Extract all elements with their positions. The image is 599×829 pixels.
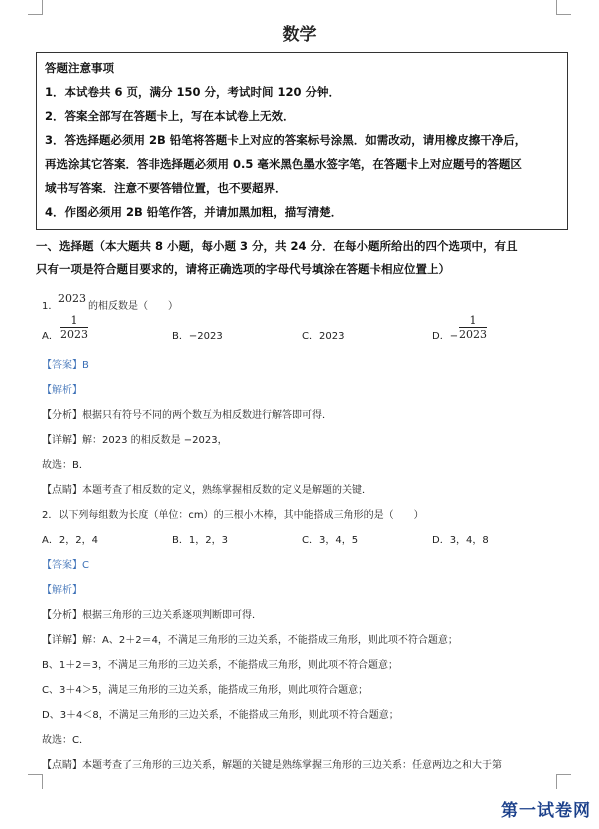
q1-option-a-label: A． [42,331,59,342]
q1-option-b: B．−2023 [172,331,223,342]
notice-line-3c: 域书写答案．注意不要答错位置，也不要超界． [45,181,287,195]
q1-answer [42,356,89,371]
q2-line-d: D、3＋4＜8，不满足三角形的三边关系，不能搭成三角形，则此项不符合题意； [42,710,399,721]
q1-answer-text: 【答案】B [42,360,89,371]
q2-line-b: B、1＋2＝3，不满足三角形的三边关系，不能搭成三角形，则此项不符合题意； [42,660,398,671]
section-heading-line-1: 一、选择题（本大题共 8 小题，每小题 3 分，共 24 分．在每小题所给出的四个选项中，有且 [36,239,518,253]
q2-choose: 故选：C． [42,735,89,746]
q1-analysis-label: 【解析】 [42,385,82,396]
q2-option-c: C．3，4，5 [302,535,359,546]
q2-option-b: B．1，2，3 [172,535,228,546]
q2-option-d: D．3，4，8 [432,535,489,546]
crop-mark-bottom-right [556,774,571,789]
notice-heading: 答题注意事项 [45,61,114,75]
footer-watermark: 第一试卷网 [501,801,591,821]
q1-option-d-fraction [459,314,487,341]
q1-stem-text: 的相反数是（ ） [88,301,178,312]
q1-choose: 故选：B． [42,460,89,471]
notice-line-4: 4．作图必须用 2B 铅笔作答，并请加黑加粗，描写清楚． [45,205,343,219]
crop-mark-top-left [28,0,43,15]
q2-option-a: A．2，2，4 [42,535,98,546]
q1-option-a-numerator: 1 [60,314,88,328]
q2-analysis-label: 【解析】 [42,585,82,596]
q1-option-c: C．2023 [302,331,345,342]
crop-mark-top-right [556,0,571,15]
notice-line-2: 2．答案全部写在答题卡上，写在本试卷上无效． [45,109,295,123]
notice-line-3a: 3．答选择题必须用 2B 铅笔将答题卡上对应的答案标号涂黑．如需改动，请用橡皮擦干净后， [45,133,527,147]
page-title: 数学 [282,25,317,45]
notice-line-1: 1．本试卷共 6 页，满分 150 分，考试时间 120 分钟． [45,85,341,99]
crop-mark-bottom-left [28,774,43,789]
q1-option-a-denominator: 2023 [60,328,88,341]
section-heading-line-2: 只有一项是符合题目要求的，请将正确选项的字母代号填涂在答题卡相应位置上） [36,262,450,276]
q1-fenxi: 【分析】根据只有符号不同的两个数互为相反数进行解答即可得． [42,410,332,421]
q1-option-d-label: D．− [432,331,459,342]
q2-comment: 【点睛】本题考查了三角形的三边关系，解题的关键是熟练掌握三角形的三边关系：任意两边之和大于第 [42,760,502,771]
q1-number: 1． [42,301,59,312]
q2-stem: 2．以下列每组数为长度（单位：cm）的三根小木棒，其中能搭成三角形的是（ ） [42,510,424,521]
q2-detail: 【详解】解：A、2＋2＝4，不满足三角形的三边关系，不能搭成三角形，则此项不符合题意； [42,635,458,646]
q1-detail: 【详解】解：2023 的相反数是 −2023， [42,435,228,446]
q2-fenxi: 【分析】根据三角形的三边关系逐项判断即可得． [42,610,262,621]
q1-option-a-fraction [60,314,88,341]
q1-option-d-denominator: 2023 [459,328,487,341]
notice-line-3b: 再选涂其它答案．答非选择题必须用 0.5 毫米黑色墨水签字笔，在答题卡上对应题号的答题区 [45,157,522,171]
q1-comment: 【点睛】本题考查了相反数的定义，熟练掌握相反数的定义是解题的关键． [42,485,372,496]
q2-line-c: C、3＋4＞5，满足三角形的三边关系，能搭成三角形，则此项符合题意； [42,685,369,696]
q1-option-d-numerator: 1 [459,314,487,328]
q1-stem-value: 2023 [58,292,86,305]
q2-answer: 【答案】C [42,560,89,571]
